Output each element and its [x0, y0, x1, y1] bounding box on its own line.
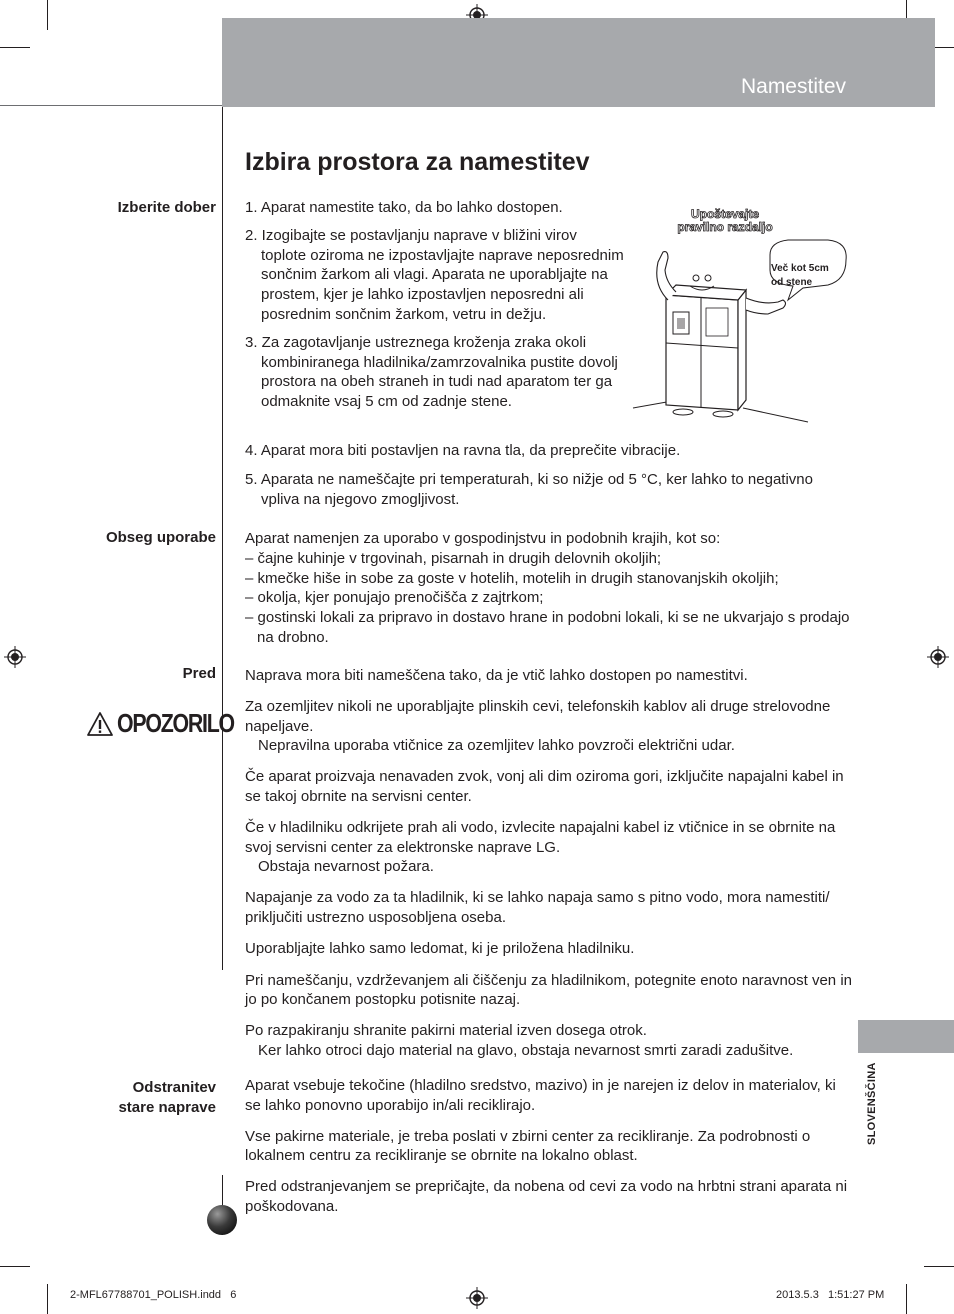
pred-paragraph: Po razpakiranju shranite pakirni material izven dosega otrok. — [245, 1022, 647, 1040]
pred-paragraphs — [245, 666, 855, 1061]
pred-paragraph: Uporabljajte lahko samo ledomat, ki je priložena hladilniku. — [245, 939, 635, 957]
footer-timestamp: 2013.5.3 1:51:27 PM — [776, 1289, 885, 1301]
crop-mark — [906, 1284, 907, 1314]
side-label-pred: Pred — [182, 665, 216, 682]
warning-label: OPOZORILO — [117, 708, 234, 738]
list-item: 2. Izogibajte se postavljanju naprave v bližini virov toplote oziroma ne izpostavljajte naprave neposrednim sončnim žarkom ali vlagi. Aparata ne uporabljajte na prostem, kjer je lahko izpostavljen neposredni ali posrednim sončnim žarkom, vetru in dežju. — [245, 226, 624, 323]
warning-triangle-icon — [86, 711, 114, 737]
footer-file: 2-MFL67788701_POLISH.indd 6 — [70, 1289, 237, 1301]
pred-paragraph: Napajanje za vodo za ta hladilnik, ki se lahko napaja samo s pitno vodo, mora namestiti/ priključiti ustrezno usposobljena oseba. — [245, 889, 830, 926]
crop-mark — [0, 47, 30, 48]
registration-mark-icon — [466, 1287, 488, 1309]
column-divider — [222, 107, 223, 970]
distance-bubble-text: Več kot 5cm od stene — [771, 263, 829, 288]
pred-paragraph: Če v hladilniku odkrijete prah ali vodo, izvlecite napajalni kabel iz vtičnice in se obrnite na svoj servisni center za elektronske naprave LG. — [245, 818, 836, 856]
page-marker-ball — [207, 1205, 237, 1235]
pred-paragraph: Za ozemljitev nikoli ne uporabljajte plinskih cevi, telefonskih kablov ali druge strelovodne napeljave. — [245, 697, 831, 735]
scope-line: – okolja, kjer ponujajo prenočišča z zajtrkom; — [245, 589, 544, 607]
crop-mark — [0, 1266, 30, 1267]
pred-paragraph: Obstaja nevarnost požara. — [258, 858, 434, 876]
pred-paragraph: Če aparat proizvaja nenavaden zvok, vonj ali dim oziroma gori, izključite napajalni kabel in se takoj obrnite na servisni center. — [245, 768, 844, 805]
crop-mark — [924, 1266, 954, 1267]
pred-paragraph: Naprava mora biti nameščena tako, da je vtič lahko dostopen po namestitvi. — [245, 667, 748, 684]
side-label-obseg: Obseg uporabe — [105, 529, 216, 546]
placement-list — [245, 198, 625, 412]
list-item: 5. Aparata ne nameščajte pri temperaturah, ki so nižje od 5 °C, ker lahko to negativno vpliva na njegovo zmogljivost. — [245, 470, 813, 508]
header-rule — [0, 105, 222, 106]
disposal-paragraph: Vse pakirne materiale, je treba poslati v zbirni center za recikliranje. Za podrobnosti o lokalnem centru za recikliranje se obrnite na lokalno oblast. — [245, 1127, 811, 1165]
illustration-caption: Upoštevajte pravilno razdaljo — [677, 207, 773, 234]
pred-paragraph: Nepravilna uporaba vtičnice za ozemljitev lahko povzroči električni udar. — [258, 737, 735, 755]
scope-line: Aparat namenjen za uporabo v gospodinjstvu in podobnih krajih, kot so: — [245, 530, 721, 547]
scope-line: – gostinski lokali za pripravo in dostavo hrane in podobni lokali, ki se ne ukvarjajo s prodajo na drobno. — [245, 609, 850, 646]
scope-line: – kmečke hiše in sobe za goste v hotelih, motelih in drugih stanovanjskih okoljih; — [245, 569, 779, 587]
registration-mark-icon — [927, 646, 949, 668]
disposal-paragraph: Pred odstranjevanjem se prepričajte, da nobena od cevi za vodo na hrbtni strani aparata ni poškodovana. — [245, 1178, 848, 1215]
crop-mark — [47, 1284, 48, 1314]
list-item: 3. Za zagotavljanje ustreznega kroženja zraka okoli kombiniranega hladilnika/zamrzovalnika pustite dovolj prostora na obeh straneh in tudi nad aparatom ter ga odmaknite vsaj 5 cm od zadnje stene. — [245, 333, 618, 411]
disposal-paragraphs — [245, 1076, 855, 1217]
scope-paragraph — [245, 529, 855, 648]
side-label-odstranitev: Odstranitev stare naprave — [118, 1079, 216, 1116]
list-item: 1. Aparat namestite tako, da bo lahko dostopen. — [245, 199, 563, 216]
language-tab — [858, 1020, 954, 1053]
placement-list-continued — [245, 441, 855, 509]
pred-paragraph: Pri nameščanju, vzdrževanjem ali čiščenju za hladilnikom, potegnite enoto naravnost ven in jo po končanem postopku potisnite nazaj. — [245, 971, 852, 1009]
language-label: SLOVENŠČINA — [866, 1062, 878, 1145]
registration-mark-icon — [4, 646, 26, 668]
pred-paragraph: Ker lahko otroci dajo material na glavo, obstaja nevarnost smrti zaradi zadušitve. — [258, 1041, 794, 1059]
warning-block — [86, 708, 234, 746]
scope-line: – čajne kuhinje v trgovinah, pisarnah in drugih delovnih okoljih; — [245, 549, 662, 567]
page-title: Izbira prostora za namestitev — [245, 148, 590, 176]
disposal-paragraph: Aparat vsebuje tekočine (hladilno sredstvo, mazivo) in je narejen iz delov in materialov, ki se lahko ponovno uporabijo in/ali reciklirajo. — [245, 1077, 836, 1114]
crop-mark — [47, 0, 48, 30]
side-label-izberite: Izberite dober — [117, 199, 216, 216]
section-header-title: Namestitev — [740, 75, 846, 98]
list-item: 4. Aparat mora biti postavljen na ravna tla, da preprečite vibracije. — [245, 442, 681, 459]
